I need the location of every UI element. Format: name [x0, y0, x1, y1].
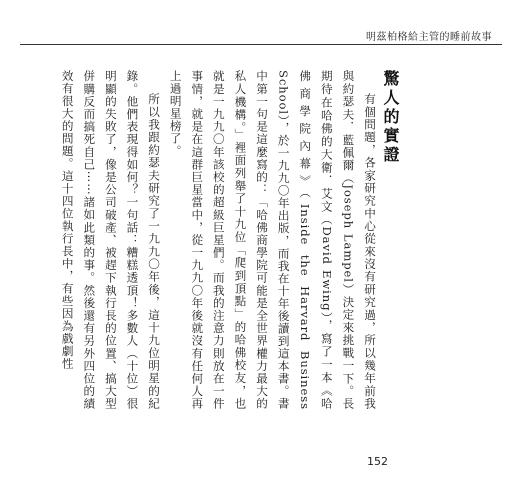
body-text — [60, 70, 380, 410]
header-divider — [20, 44, 502, 45]
running-header: 明茲柏格給主管的睡前故事 — [366, 32, 492, 43]
body-paragraph: 所以我跟約瑟夫研究了一九九〇年後，這十九位明星的紀錄。他們表現得如何？一句話：糟糕透頂！多數人（十位）很明顯的失敗了，像是公司破產、被趕下執行長的位置、搞大型併購反而搞死自己⋯⋯諸如此類的事。然後還有另外四位的績效有很大的問題。這十四位執行長中，有些因為戲劇性 — [60, 70, 162, 410]
body-paragraph: 有個問題，各家研究中心從來沒有研究過，所以幾年前我與約瑟夫．藍佩爾（Joseph Lampel）決定來挑戰一下。長期待在哈佛的大衛．艾文（David Ewing），寫了一本《哈佛商學院內幕》（Inside the Harvard Business School），於一九九〇年出版，而我在十年後讀到這本書。書中第一句是這麼寫的：「哈佛商學院可能是全世界權力最大的私人機構。」裡面列舉了十九位「爬到頂點」的哈佛校友，也就是一九九〇年該校的超級巨星們。而我的注意力則放在一件事情，就是在這群巨星當中，從一九九〇年後就沒有任何人再上過明星榜了。 — [168, 70, 377, 410]
section-title: 驚人的實證 — [381, 70, 400, 165]
page-number: 152 — [367, 455, 388, 468]
